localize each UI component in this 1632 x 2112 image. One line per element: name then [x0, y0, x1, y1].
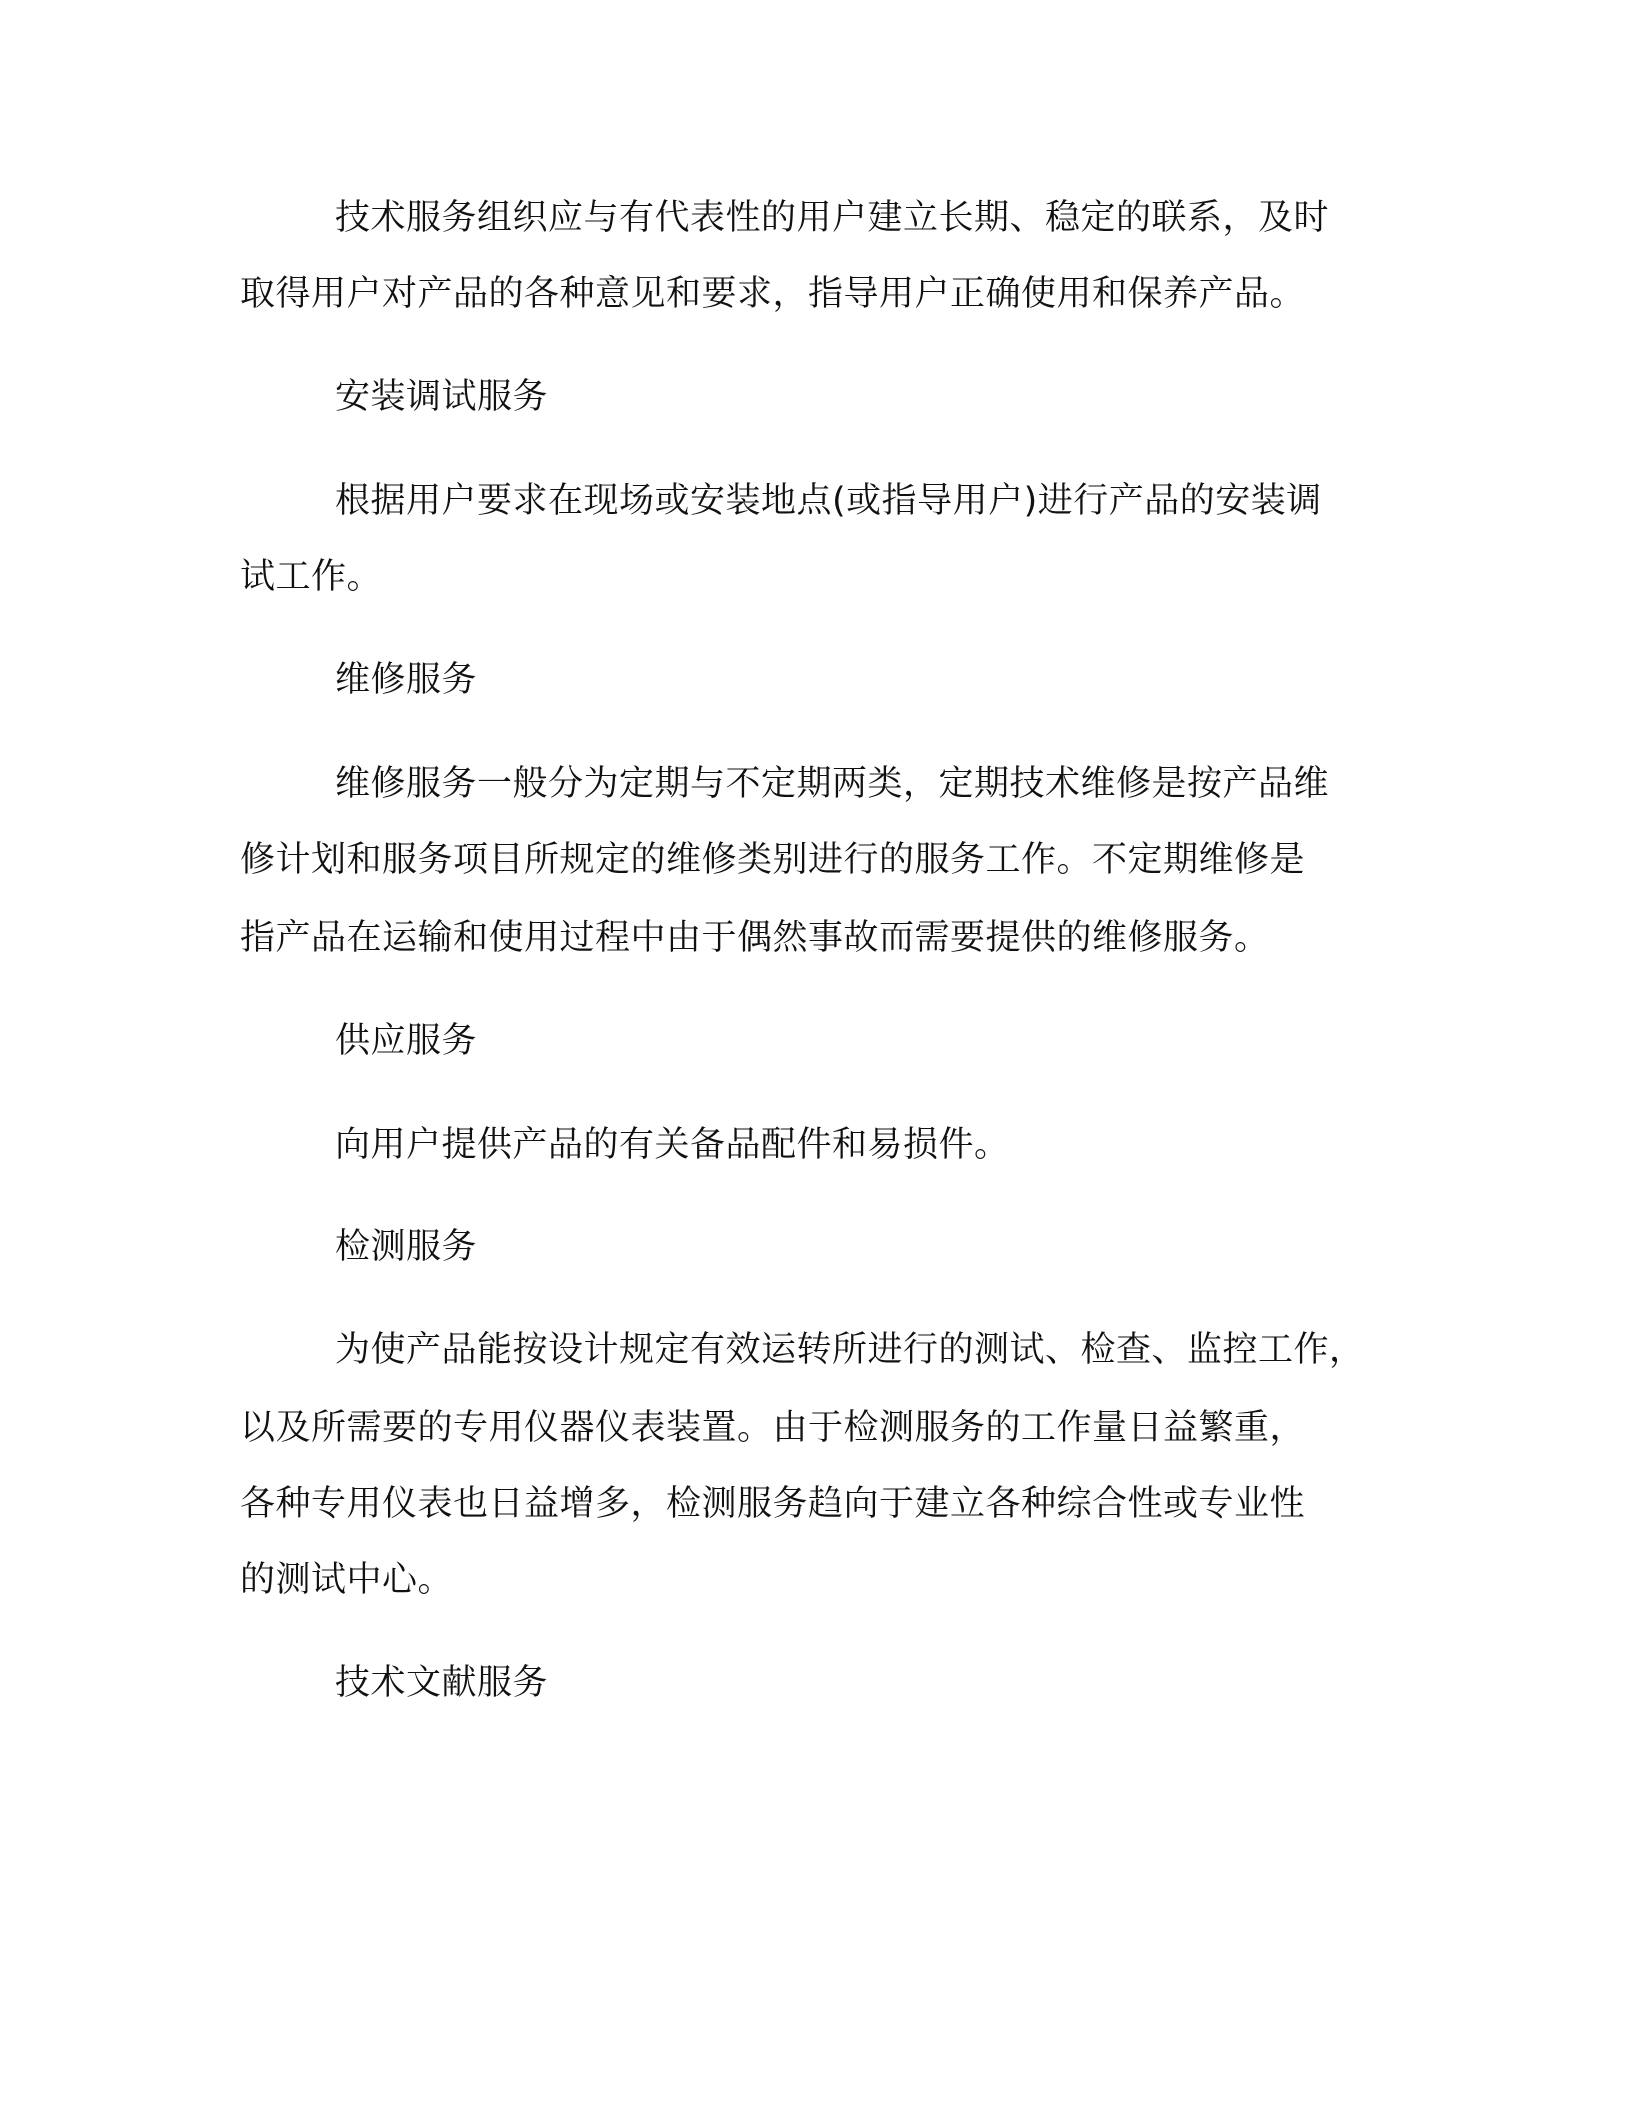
- paragraph-line: 修计划和服务项目所规定的维修类别进行的服务工作。不定期维修是: [240, 840, 1306, 880]
- paragraph-line: 各种专用仪表也日益增多，检测服务趋向于建立各种综合性或专业性: [240, 1484, 1306, 1524]
- section-heading: 技术文献服务: [335, 1663, 549, 1703]
- paragraph-line: 指产品在运输和使用过程中由于偶然事故而需要提供的维修服务。: [240, 918, 1270, 958]
- section-heading: 供应服务: [335, 1021, 478, 1061]
- paragraph-line: 维修服务一般分为定期与不定期两类，定期技术维修是按产品维: [335, 764, 1330, 804]
- paragraph-line: 的测试中心。: [240, 1560, 454, 1600]
- section-heading: 检测服务: [335, 1227, 478, 1267]
- paragraph-line: 试工作。: [240, 557, 383, 597]
- paragraph-line: 根据用户要求在现场或安装地点(或指导用户)进行产品的安装调: [335, 481, 1322, 521]
- paragraph-line: 向用户提供产品的有关备品配件和易损件。: [335, 1125, 1010, 1165]
- paragraph-line: 取得用户对产品的各种意见和要求，指导用户正确使用和保养产品。: [240, 274, 1306, 314]
- paragraph-line: 以及所需要的专用仪器仪表装置。由于检测服务的工作量日益繁重，: [240, 1408, 1306, 1448]
- paragraph-line: 技术服务组织应与有代表性的用户建立长期、稳定的联系，及时: [335, 198, 1330, 238]
- paragraph-line: 为使产品能按设计规定有效运转所进行的测试、检查、监控工作，: [335, 1330, 1365, 1370]
- section-heading: 安装调试服务: [335, 377, 549, 417]
- section-heading: 维修服务: [335, 660, 478, 700]
